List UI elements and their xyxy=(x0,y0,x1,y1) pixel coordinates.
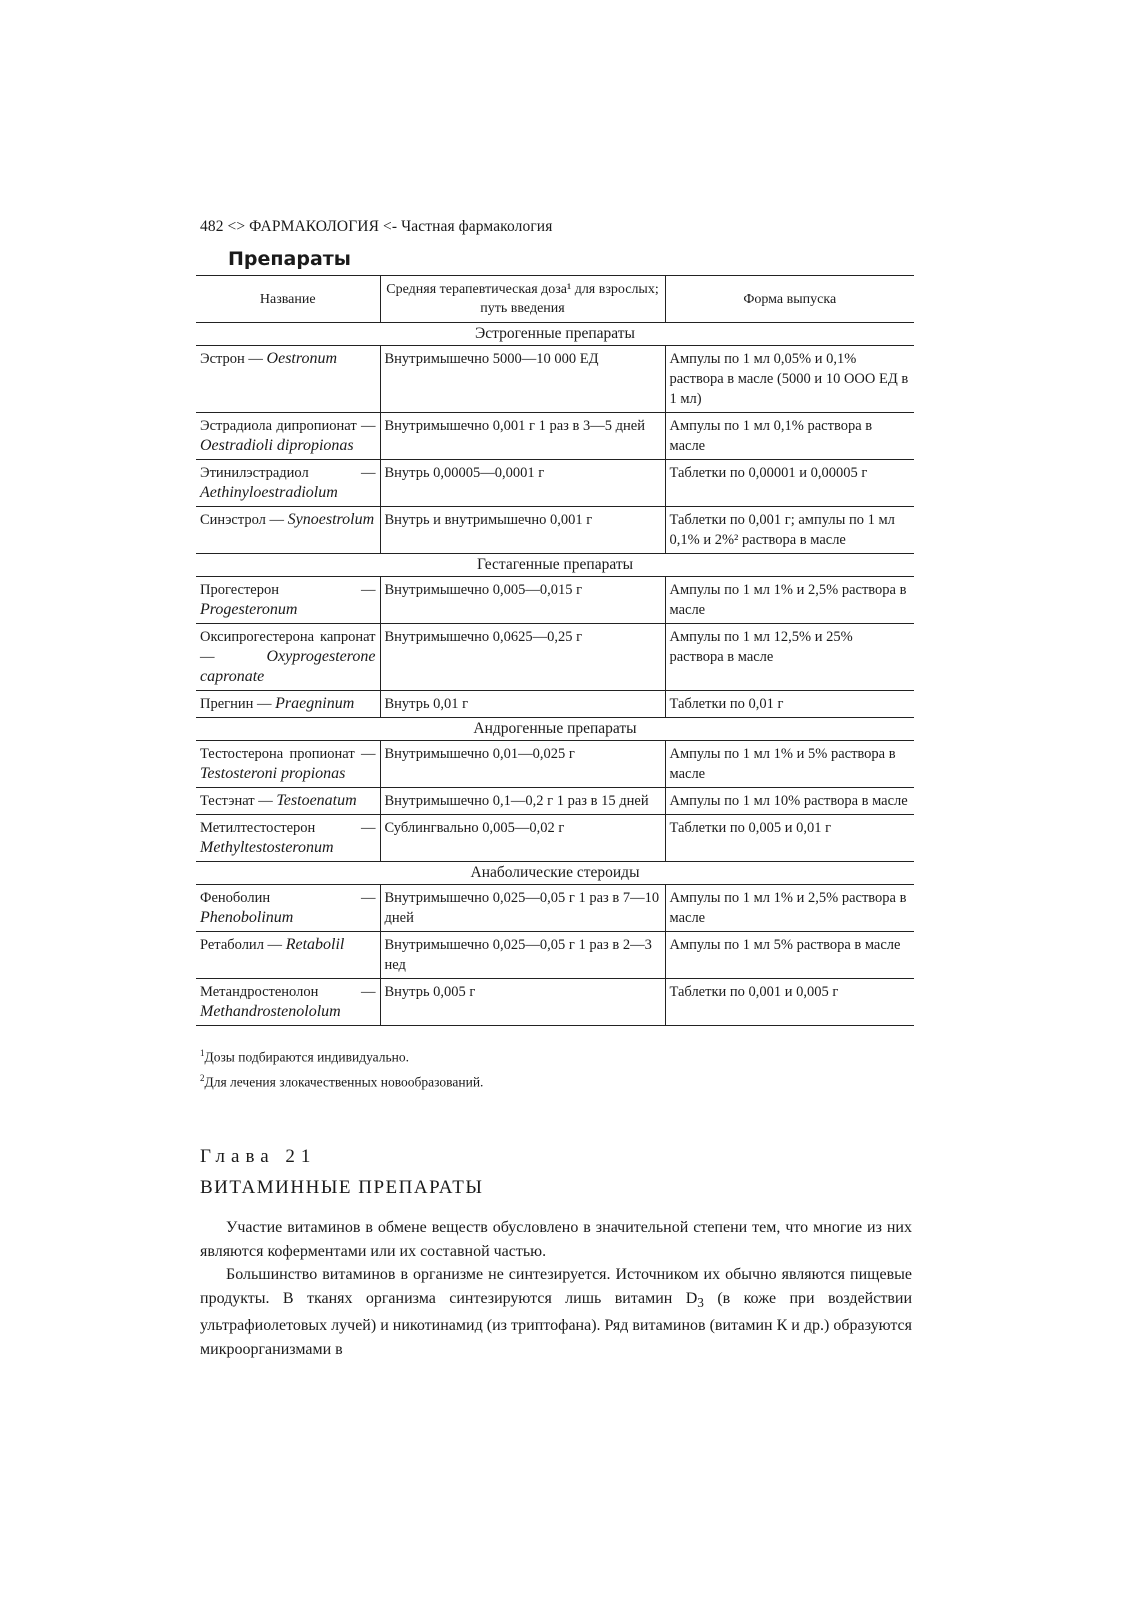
dose-cell: Внутримышечно 5000—10 000 ЕД xyxy=(380,346,665,413)
drug-name: Ретаболил — xyxy=(200,937,286,953)
dose-cell: Внутримышечно 0,01—0,025 г xyxy=(380,741,665,788)
section-title: Препараты xyxy=(228,248,351,270)
drug-latin-name: Methyltestosteronum xyxy=(200,839,334,856)
form-cell: Ампулы по 1 мл 10% раствора в масле xyxy=(665,788,914,815)
column-header-form: Форма выпуска xyxy=(665,276,914,323)
form-cell: Таблетки по 0,01 г xyxy=(665,691,914,718)
drug-name-cell xyxy=(196,346,380,413)
dose-cell: Внутримышечно 0,005—0,015 г xyxy=(380,577,665,624)
drug-name: Прогестерон — xyxy=(200,582,376,598)
drug-latin-name: Testoenatum xyxy=(276,792,357,809)
table-row xyxy=(196,691,914,718)
drug-latin-name: Oestronum xyxy=(266,350,338,367)
drug-name-cell xyxy=(196,413,380,460)
drug-name-cell xyxy=(196,815,380,862)
drug-name-cell xyxy=(196,691,380,718)
dose-cell: Внутримышечно 0,0625—0,25 г xyxy=(380,624,665,691)
table-row xyxy=(196,577,914,624)
drug-name-cell xyxy=(196,460,380,507)
table-header-row xyxy=(196,276,914,323)
drug-latin-name: Praegninum xyxy=(275,695,355,712)
table-row xyxy=(196,979,914,1026)
table-row xyxy=(196,413,914,460)
table-row xyxy=(196,460,914,507)
drug-latin-name: Phenobolinum xyxy=(200,909,294,926)
table-row xyxy=(196,788,914,815)
drug-latin-name: Oestradioli dipropionas xyxy=(200,437,354,454)
dose-cell: Внутрь и внутримышечно 0,001 г xyxy=(380,507,665,554)
drug-name: Оксипрогестерона капронат — xyxy=(200,629,376,665)
form-cell: Ампулы по 1 мл 1% и 2,5% раствора в масле xyxy=(665,577,914,624)
group-title: Анаболические стероиды xyxy=(196,862,914,885)
drug-name: Эстрадиола дипропионат — xyxy=(200,418,376,434)
drug-name-cell xyxy=(196,932,380,979)
drug-name: Тестостерона пропионат — xyxy=(200,746,376,762)
table-row xyxy=(196,815,914,862)
paragraph: Участие витаминов в обмене веществ обусловлено в значительной степени тем, что многие из них являются коферментами или их составной частью. xyxy=(200,1219,912,1260)
form-cell: Ампулы по 1 мл 0,1% раствора в масле xyxy=(665,413,914,460)
column-header-name: Название xyxy=(196,276,380,323)
dose-cell: Внутримышечно 0,001 г 1 раз в 3—5 дней xyxy=(380,413,665,460)
drug-name: Тестэнат — xyxy=(200,793,277,809)
form-cell: Ампулы по 1 мл 12,5% и 25% раствора в масле xyxy=(665,624,914,691)
footnotes xyxy=(200,1043,483,1092)
form-cell: Ампулы по 1 мл 5% раствора в масле xyxy=(665,932,914,979)
group-row xyxy=(196,862,914,885)
running-head: 482 <> ФАРМАКОЛОГИЯ <- Частная фармакология xyxy=(200,218,553,235)
group-title: Эстрогенные препараты xyxy=(196,323,914,346)
group-title: Гестагенные препараты xyxy=(196,554,914,577)
column-header-dose: Средняя терапевтическая доза¹ для взрослых; путь введения xyxy=(380,276,665,323)
table-row xyxy=(196,741,914,788)
dose-cell: Внутрь 0,01 г xyxy=(380,691,665,718)
dose-cell: Внутримышечно 0,1—0,2 г 1 раз в 15 дней xyxy=(380,788,665,815)
drug-name-cell xyxy=(196,788,380,815)
form-cell: Ампулы по 1 мл 0,05% и 0,1% раствора в масле (5000 и 10 ООО ЕД в 1 мл) xyxy=(665,346,914,413)
form-cell: Таблетки по 0,005 и 0,01 г xyxy=(665,815,914,862)
drug-name: Прегнин — xyxy=(200,696,276,712)
dose-cell: Внутримышечно 0,025—0,05 г 1 раз в 2—3 нед xyxy=(380,932,665,979)
drug-latin-name: Retabolil xyxy=(285,936,345,953)
group-row xyxy=(196,323,914,346)
drug-latin-name: Methandrostenololum xyxy=(200,1003,341,1020)
drug-latin-name: Testosteroni propionas xyxy=(200,765,346,782)
drug-latin-name: Oxyprogesterone capronate xyxy=(200,648,376,685)
form-cell: Ампулы по 1 мл 1% и 5% раствора в масле xyxy=(665,741,914,788)
group-row xyxy=(196,554,914,577)
drug-name-cell xyxy=(196,885,380,932)
drug-name-cell xyxy=(196,507,380,554)
dose-cell: Внутримышечно 0,025—0,05 г 1 раз в 7—10 дней xyxy=(380,885,665,932)
drug-name-cell xyxy=(196,741,380,788)
form-cell: Таблетки по 0,001 г; ампулы по 1 мл 0,1% и 2%² раствора в масле xyxy=(665,507,914,554)
drug-latin-name: Aethinyloestradiolum xyxy=(200,484,338,501)
paragraph: Большинство витаминов в организме не синтезируется. Источником их обычно являются пищевые продукты. В тканях организма синтезируются лишь витамин $D_3$ (в коже при воздействии ультрафиолетовых лучей) и никотинамид (из триптофана). Ряд витаминов (витамин К и др.) образуются микроорганизмами в xyxy=(200,1266,913,1358)
table-row xyxy=(196,932,914,979)
table-row xyxy=(196,346,914,413)
group-title: Андрогенные препараты xyxy=(196,718,914,741)
drug-name: Феноболин — xyxy=(200,890,376,906)
chapter-title: ВИТАМИННЫЕ ПРЕПАРАТЫ xyxy=(200,1177,484,1198)
table-row xyxy=(196,624,914,691)
body-text xyxy=(200,1216,912,1361)
group-row xyxy=(196,718,914,741)
table-row xyxy=(196,507,914,554)
chapter-label: Глава 21 xyxy=(200,1146,317,1167)
drug-name: Эстрон — xyxy=(200,351,267,367)
form-cell: Таблетки по 0,00001 и 0,00005 г xyxy=(665,460,914,507)
drug-latin-name: Progesteronum xyxy=(200,601,298,618)
form-cell: Таблетки по 0,001 и 0,005 г xyxy=(665,979,914,1026)
dose-cell: Внутрь 0,00005—0,0001 г xyxy=(380,460,665,507)
footnote: $^1$Дозы подбираются индивидуально. xyxy=(200,1048,410,1065)
drug-latin-name: Synoestrolum xyxy=(287,511,375,528)
drugs-table xyxy=(196,275,914,1026)
drug-name-cell xyxy=(196,624,380,691)
drug-name: Метандростенолон — xyxy=(200,984,376,1000)
drug-name: Метилтестостерон — xyxy=(200,820,376,836)
drug-name-cell xyxy=(196,577,380,624)
drug-name-cell xyxy=(196,979,380,1026)
table-row xyxy=(196,885,914,932)
footnote: $^2$Для лечения злокачественных новообразований. xyxy=(200,1072,484,1089)
dose-cell: Сублингвально 0,005—0,02 г xyxy=(380,815,665,862)
drug-name: Синэстрол — xyxy=(200,512,288,528)
drug-name: Этинилэстрадиол — xyxy=(200,465,376,481)
form-cell: Ампулы по 1 мл 1% и 2,5% раствора в масле xyxy=(665,885,914,932)
dose-cell: Внутрь 0,005 г xyxy=(380,979,665,1026)
